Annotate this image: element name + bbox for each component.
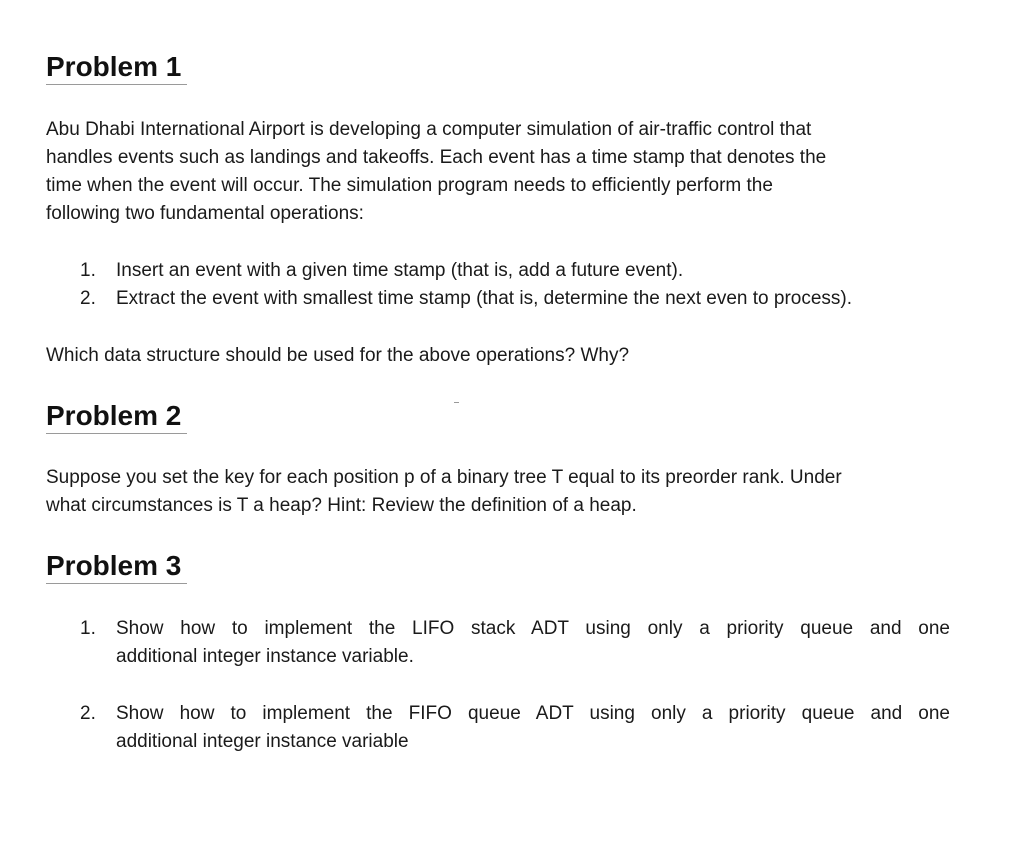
problem-3-list — [80, 615, 950, 671]
list-text-line: Show how to implement the FIFO queue ADT using only a priority queue and one — [116, 703, 950, 724]
text-line: what circumstances is T a heap? Hint: Review the definition of a heap. — [46, 495, 637, 516]
intro-line: handles events such as landings and takeoffs. Each event has a time stamp that denotes the — [46, 147, 827, 168]
list-number: 1. — [80, 260, 96, 281]
scan-speck — [454, 402, 459, 403]
list-item — [80, 285, 852, 313]
list-text-line: Show how to implement the LIFO stack ADT using only a priority queue and one — [116, 618, 950, 639]
problem-1-intro — [46, 116, 826, 228]
intro-line: following two fundamental operations: — [46, 203, 364, 224]
problem-3-list-continued — [80, 700, 950, 756]
operations-list — [80, 257, 852, 313]
problem-2-heading: Problem 2 — [46, 399, 187, 434]
list-text-line: additional integer instance variable — [116, 731, 409, 752]
list-text-line: additional integer instance variable. — [116, 646, 414, 667]
list-text: Extract the event with smallest time stamp (that is, determine the next even to process). — [116, 288, 853, 309]
text-line: Suppose you set the key for each position p of a binary tree T equal to its preorder rank. Under — [46, 467, 842, 488]
list-item — [80, 615, 950, 671]
list-number: 1. — [80, 618, 96, 639]
intro-line: time when the event will occur. The simulation program needs to efficiently perform the — [46, 175, 773, 196]
list-item — [80, 257, 852, 285]
problem-1-heading: Problem 1 — [46, 50, 187, 85]
problem-1-question: Which data structure should be used for the above operations? Why? — [46, 345, 630, 366]
problem-3-heading: Problem 3 — [46, 549, 187, 584]
intro-line: Abu Dhabi International Airport is developing a computer simulation of air-traffic control that — [46, 119, 812, 140]
problem-2-text — [46, 464, 842, 520]
list-number: 2. — [80, 288, 96, 309]
list-item — [80, 700, 950, 756]
list-number: 2. — [80, 703, 96, 724]
list-text: Insert an event with a given time stamp (that is, add a future event). — [116, 260, 684, 281]
